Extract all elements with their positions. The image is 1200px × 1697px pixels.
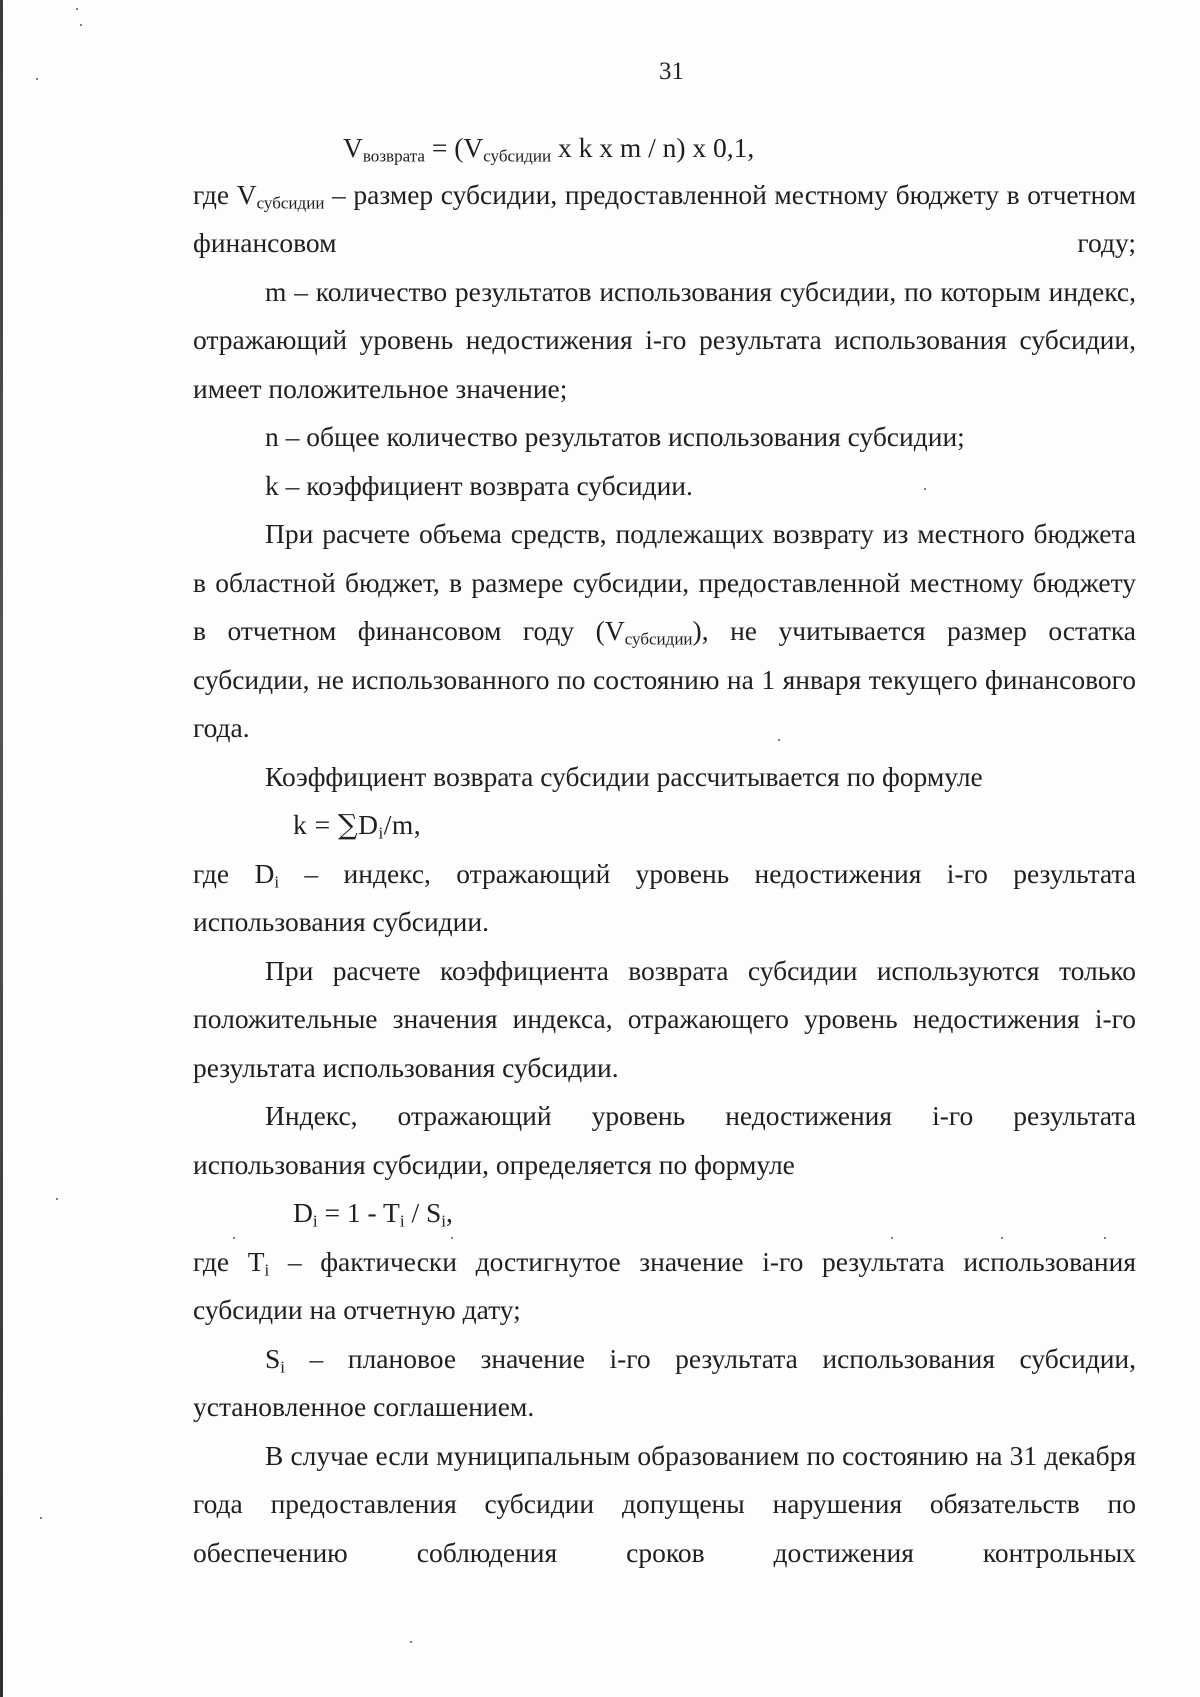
scan-speck: [410, 1641, 412, 1643]
formula-subscript: i: [312, 1211, 318, 1231]
formula-index-d: [193, 1189, 1136, 1238]
formula-subscript: i: [399, 1211, 405, 1231]
paragraph-text: При расчете объема средств, подлежащих возврату из местного бюджета в областной бюджет, в размере субсидии, предоставленной местному бюджету в отчетном финансовом году (V: [193, 518, 1136, 646]
scan-speck: [80, 24, 82, 26]
formula-text: = 1 - T: [317, 1197, 400, 1228]
scan-speck: [56, 1198, 58, 1200]
paragraph-index-intro: Индекс, отражающий уровень недостижения i-го результата использования субсидии, определяется по формуле: [193, 1100, 1136, 1180]
scan-speck: [40, 1517, 42, 1519]
formula-subscript: i: [441, 1211, 446, 1231]
paragraph-calculation: [193, 510, 1136, 753]
paragraph-positive-values: При расчете коэффициента возврата субсидии используются только положительные значения индекса, отражающего уровень недостижения i-го результата использования субсидии.: [193, 954, 1136, 1083]
paragraph-text: ), не учитывается размер остатка субсидии, не использованного по состоянию на 1 января текущего финансового года.: [193, 615, 1136, 743]
definition-prefix: где D: [193, 857, 275, 889]
definition-text: – плановое значение i-го результата использования субсидии, установленное соглашением.: [193, 1342, 1136, 1422]
formula-var-d: D: [293, 1197, 313, 1228]
formula-text: /m,: [383, 809, 422, 840]
formula-subscript: i: [378, 823, 384, 843]
definition-subscript: i: [280, 1356, 286, 1376]
definition-prefix: S: [265, 1342, 281, 1374]
paragraph-subscript: субсидии: [624, 629, 693, 649]
definition-text: – фактически достигнутое значение i-го результата использования субсидии на отчетную дату;: [193, 1245, 1136, 1325]
sum-symbol: ∑: [338, 809, 359, 841]
formula-text: = (V: [424, 132, 484, 163]
definition-prefix: где V: [193, 178, 257, 210]
definition-t-actual: [193, 1238, 1136, 1335]
definition-text: – индекс, отражающий уровень недостижения i-го результата использования субсидии.: [193, 857, 1136, 937]
formula-subscript: возврата: [362, 146, 425, 166]
definition-subscript: i: [274, 871, 280, 891]
document-body: [193, 124, 1136, 1577]
formula-subscript: субсидии: [483, 146, 552, 166]
formula-coefficient-k: [193, 801, 1136, 850]
formula-text: x k x m / n) x 0,1,: [551, 132, 755, 163]
definition-text: – размер субсидии, предоставленной местному бюджету в отчетном финансовом году;: [193, 178, 1137, 258]
definition-d-index: [193, 850, 1136, 947]
definition-k: k – коэффициент возврата субсидии.: [265, 469, 693, 501]
scan-edge-line: [0, 0, 3, 1697]
formula-text: k =: [293, 809, 339, 840]
definition-m: m – количество результатов использования субсидии, по которым индекс, отражающий уровень недостижения i-го результата использования субсидии, имеет положительное значение;: [193, 275, 1136, 404]
formula-text: / S: [404, 1197, 442, 1228]
definition-n: n – общее количество результатов использования субсидии;: [265, 421, 965, 452]
formula-text: ,: [445, 1197, 453, 1228]
formula-var-v: V: [343, 132, 363, 163]
paragraph-violation-case: В случае если муниципальным образованием по состоянию на 31 декабря года предоставления субсидии допущены нарушения обязательств по обеспечению соблюдения сроков достижения контрольных: [193, 1439, 1136, 1568]
paragraph-coefficient-intro: Коэффициент возврата субсидии рассчитывается по формуле: [265, 760, 983, 792]
definition-subscript: i: [264, 1259, 270, 1279]
definition-subscript: субсидии: [256, 192, 325, 212]
page-number: 31: [659, 58, 684, 85]
definition-prefix: где T: [193, 1245, 265, 1277]
formula-var-d: D: [358, 809, 379, 840]
definition-s-planned: [193, 1335, 1136, 1432]
definition-v-subsidy: [193, 171, 1136, 268]
scan-speck: [76, 8, 78, 10]
formula-return-volume: [193, 124, 1136, 173]
